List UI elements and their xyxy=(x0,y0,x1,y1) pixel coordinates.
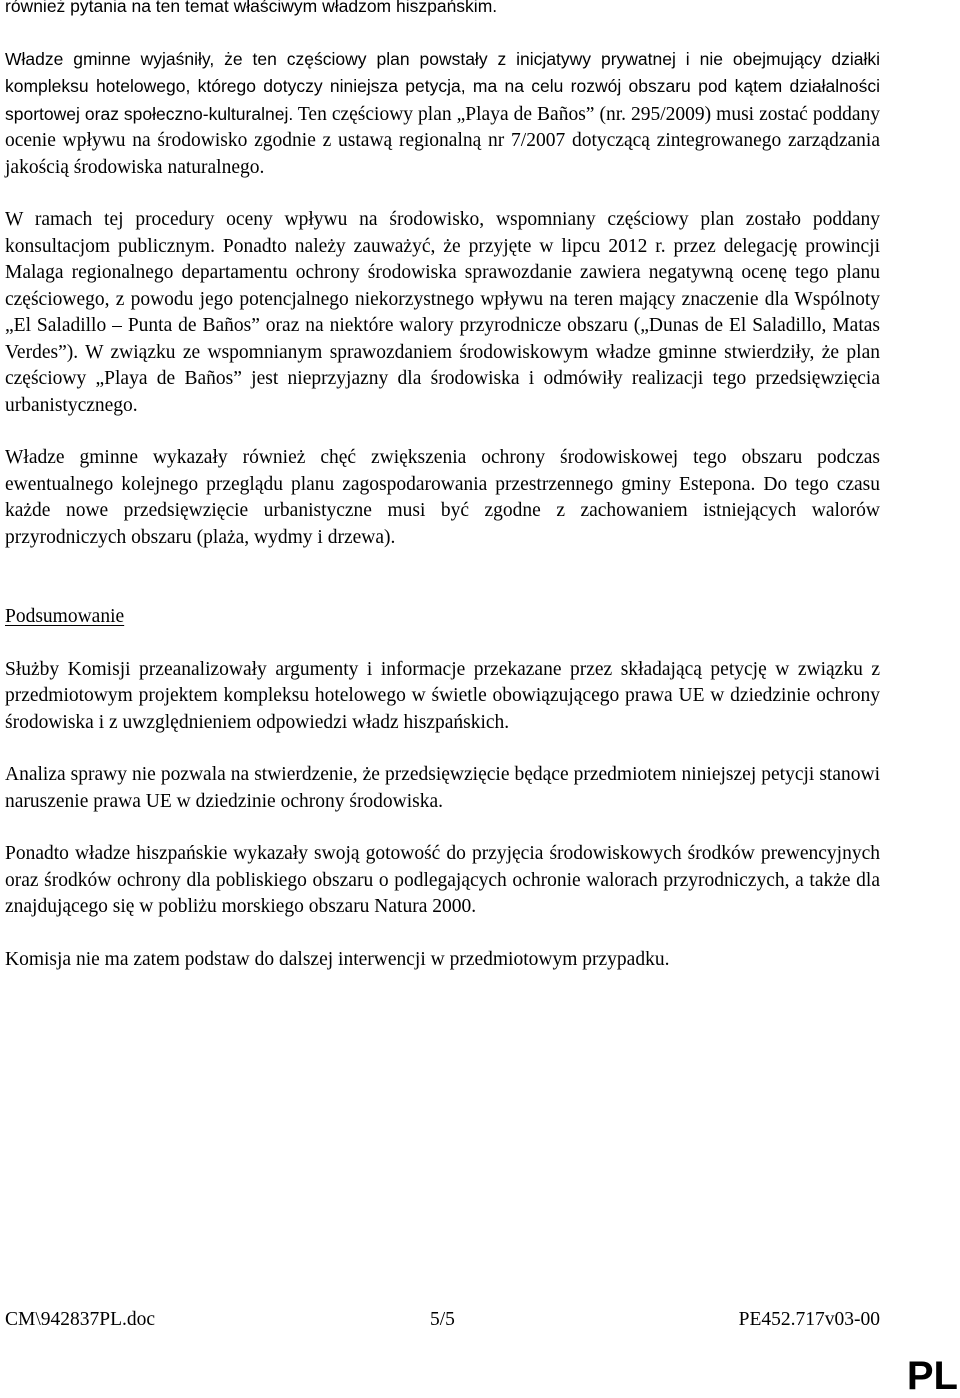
footer-document-reference: PE452.717v03-00 xyxy=(738,1309,880,1330)
paragraph-conclusion: Komisja nie ma zatem podstaw do dalszej interwencji w przedmiotowym przypadku. xyxy=(5,948,670,970)
paragraph-preventive-measures: Ponadto władze hiszpańskie wykazały swoją gotowość do przyjęcia środowiskowych środków prewencyjnych oraz środków ochrony dla pobliskiego obszaru o podlegających ochronie walorach przyrodniczych, a także dla znajdującego się w pobliżu morskiego obszaru Natura 2000. xyxy=(5,843,880,917)
paragraph-text-delegation: Ponadto należy zauważyć, że przyjęte w lipcu 2012 r. przez delegację prowincji Malaga regionalnego departamentu ochrony środowiska sprawozdanie zawiera negatywną ocenę tego planu częściowego, z powodu jego potencjalnego niekorzystnego wpływu na teren mający znaczenie dla Wspólnoty „El Saladillo – Punta de Baños” oraz na niektóre walory przyrodnicze obszaru („Dunas de El Saladillo, Matas Verdes”). W związku ze wspomnianym sprawozdaniem środowiskowym władze gminne stwierdziły, że plan częściowy „Playa de Baños” jest nieprzyjazny dla środowiska i odmówiły realizacji tego przedsięwzięcia urbanistycznego. xyxy=(5,235,880,416)
document-body xyxy=(5,0,880,973)
paragraph-continuation: również pytania na ten temat właściwym władzom hiszpańskim. xyxy=(5,0,498,16)
paragraph-commission-analysis: Służby Komisji przeanalizowały argumenty i informacje przekazane przez składającą petycję w związku z przedmiotowym projektem kompleksu hotelowego w świetle obowiązującego prawa UE w dziedzinie ochrony środowiska i z uwzględnieniem odpowiedzi władz hiszpańskich. xyxy=(5,658,880,733)
footer-page-number: 5/5 xyxy=(430,1309,455,1330)
language-code: PL xyxy=(906,1354,958,1398)
paragraph-text-serif: Ten częściowy plan „Playa de Baños” (nr. 295/2009) musi zostać poddany ocenie wpływu na środowisko zgodnie z ustawą regionalną nr 7/2007 dotyczącą zintegrowanego zarządzania jakością środowiska naturalnego. xyxy=(5,103,881,178)
paragraph-text-procedure: W ramach tej procedury oceny wpływu na środowisko, wspomniany częściowy plan zostało poddany konsultacjom publicznym. xyxy=(5,209,880,257)
paragraph-protection-intent: Władze gminne wykazały również chęć zwiększenia ochrony środowiskowej tego obszaru podczas ewentualnego kolejnego przeglądu planu zagospodarowania przestrzennego gminy Estepona. Do tego czasu każde nowe przedsięwzięcie urbanistyczne musi być zgodne z zachowaniem istniejących walorów przyrodniczych obszaru (plaża, wydmy i drzewa). xyxy=(5,447,880,548)
paragraph-procedure xyxy=(5,207,880,419)
page-footer xyxy=(5,1307,880,1333)
paragraph-text-sans: Władze gminne wyjaśniły, że ten częściowy plan powstały z inicjatywy prywatnej i nie obejmujący działki kompleksu hotelowego, którego dotyczy niniejsza petycja, ma na celu rozwój obszaru pod kątem działalności sportowej oraz społeczno-kulturalnej. xyxy=(5,48,880,124)
section-heading-summary: Podsumowanie xyxy=(5,606,125,627)
paragraph-no-infringement: Analiza sprawy nie pozwala na stwierdzenie, że przedsięwzięcie będące przedmiotem niniejszej petycji stanowi naruszenie prawa UE w dziedzinie ochrony środowiska. xyxy=(5,764,880,812)
paragraph-municipal-explanation xyxy=(5,46,880,182)
footer-file-name: CM\942837PL.doc xyxy=(5,1309,156,1330)
